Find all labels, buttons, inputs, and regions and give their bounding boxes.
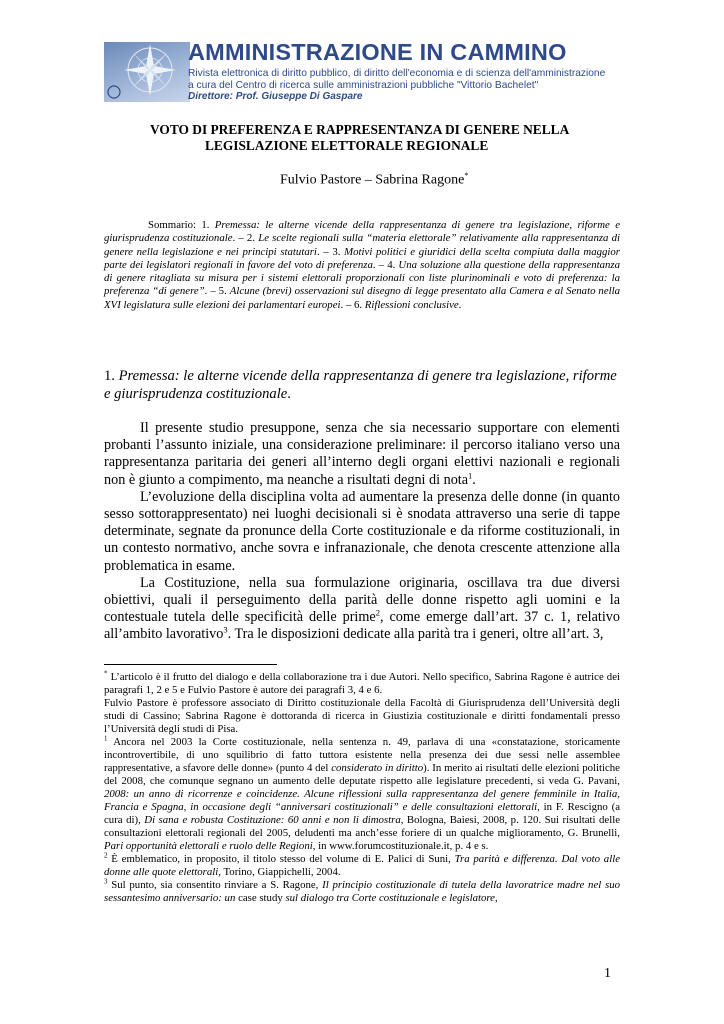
body-paragraph — [104, 489, 620, 575]
text-run: ). In merito ai risultati delle elezioni politiche del 2008, che comunque segnano un aumento delle deputate rispetto alle legislature precedenti, si veda G. Pavani, — [104, 762, 620, 787]
footnote-reference: 3 — [223, 624, 228, 635]
italic-text: 2008: un anno di ricorrenze e coincidenze. Alcune riflessioni sulla rappresentanza del genere femminile in Italia, Francia e Spagna, in occasione degli “anniversari costituzionali” e delle consultazioni elettorali — [104, 788, 620, 813]
italic-text: Alcune (brevi) osservazioni sul disegno di legge presentato alla Camera e al Senato nella XVI legislatura sulle elezioni dei parlamentari europei — [104, 285, 621, 311]
text-run: . Tra le disposizioni dedicate alla parità tra i generi, oltre all’art. 3, — [227, 626, 604, 643]
text-run: Sul punto, sia consentito rinviare a S. Ragone, — [107, 879, 323, 891]
authors-names: Fulvio Pastore – Sabrina Ragone — [280, 172, 465, 188]
text-run: . – 3. — [316, 245, 345, 258]
article-title-line-1: VOTO DI PREFERENZA E RAPPRESENTANZA DI GENERE NELLA — [150, 122, 570, 137]
text-run: Il presente studio presuppone, senza che sia necessario supportare con elementi probanti l’assunto iniziale, una considerazione preliminare: il percorso italiano verso una rappresentanza paritaria dei generi all’interno degli organi elettivi nazionali e regionali non è giunto a compimento, ma neanche a risultati degni di nota — [104, 420, 620, 488]
text-run: , Bologna, Baiesi, 2008, p. 120. Sui risultati delle consultazioni elettorali regionali del 2005, deludenti ma anch’esse foriere di un qualche miglioramento, G. Brunelli, — [104, 814, 620, 839]
footnotes — [104, 671, 620, 905]
italic-text: Di sana e robusta Costituzione: 60 anni e non li dimostra — [144, 814, 401, 826]
text-run: , in www.forumcostituzionale.it, p. 4 e s. — [312, 840, 489, 852]
text-run: , come emerge dall’art. 37 c. 1, relativo all’ambito lavorativo — [104, 609, 620, 643]
section-1-title-end: . — [287, 386, 291, 402]
journal-header-text — [188, 39, 620, 102]
footnote — [104, 736, 620, 853]
article-authors — [280, 171, 468, 189]
text-run: , in F. Rescigno (a cura di), — [104, 801, 620, 826]
footnote — [104, 853, 620, 879]
text-run: L’evoluzione della disciplina volta ad aumentare la presenza delle donne (in quanto sesso sottorappresentato) nei luoghi decisionali si è snodata attraverso una serie di tappe determinate, segnate da pronunce della Corte costituzionale e da riforme costituzionali, in un contesto normativo, anche sovra e infranazionale, che denota crescente attenzione alla problematica in esame. — [104, 488, 620, 574]
footnote-reference: 2 — [104, 851, 108, 860]
body-paragraph — [104, 575, 620, 644]
italic-text: Premessa: le alterne vicende della rappresentanza di genere tra legislazione, riforme e giurisprudenza costituzionale — [104, 219, 620, 245]
text-run: . – 2. — [232, 232, 259, 245]
text-run: case study — [238, 892, 286, 904]
text-run: Sommario: 1. — [148, 219, 215, 231]
footnote-reference: 3 — [104, 877, 108, 886]
text-run: La Costituzione, nella sua formulazione originaria, oscillava tra due diversi obiettivi, quali il perseguimento della parità delle donne rispetto agli uomini e la contestuale tutela delle specificità delle prime — [104, 574, 620, 626]
italic-text: Le scelte regionali sulla “materia elettorale” relativamente alla rappresentanza di genere nella legislazione e nei principi statutari — [104, 232, 621, 258]
text-run: , Torino, Giappichelli, 2004. — [218, 866, 341, 878]
text-run: . – 5. — [204, 285, 230, 298]
footnote — [104, 879, 620, 905]
text-run: . – 6. — [340, 298, 365, 311]
text-run: . — [458, 298, 462, 311]
journal-research-center: a cura del Centro di ricerca sulle amministrazioni pubbliche "Vittorio Bachelet" — [188, 80, 539, 91]
text-run: Ancora nel 2003 la Corte costituzionale, nella sentenza n. 49, parlava di una «constatazione, storicamente incontrovertibile, di uno squilibrio di fatto tuttora esistente nella presenza dei due sessi nelle assemblee rappresentative, a sfavore delle donne» (punto 4 del — [104, 736, 620, 774]
italic-text: Motivi politici e giuridici della scelta compiuta dalla maggior parte dei legislatori regionali in favore del voto di preferenza — [104, 245, 621, 271]
footnote-separator — [104, 664, 277, 665]
italic-text: Il principio costituzionale di tutela della lavoratrice madre nel suo sessantesimo anniversario: un — [104, 879, 620, 904]
page-number: 1 — [604, 966, 611, 981]
section-1-heading — [104, 367, 620, 403]
article-body — [104, 420, 620, 644]
journal-header-banner — [104, 39, 620, 102]
compass-rose-logo-icon — [104, 42, 190, 102]
article-summary — [104, 219, 620, 312]
text-run: Fulvio Pastore è professore associato di Diritto costituzionale della Facoltà di Giurisprudenza dell’Università degli studi di Cassino; Sabrina Ragone è dottoranda di ricerca in Giustizia costituzionale e diritti fondamentali presso l’Università degli studi di Pisa. — [104, 697, 620, 735]
italic-text: Pari opportunità elettorali e ruolo delle Regioni — [104, 840, 313, 852]
journal-director: Direttore: Prof. Giuseppe Di Gaspare — [188, 91, 363, 102]
section-1-title: Premessa: le alterne vicende della rappresentanza di genere tra legislazione, riforme e giurisprudenza costituzionale — [104, 368, 617, 402]
footnote — [104, 671, 620, 697]
article-title-line-2: LEGISLAZIONE ELETTORALE REGIONALE — [205, 138, 489, 153]
section-1-number: 1. — [104, 368, 119, 384]
footnote-reference: 1 — [468, 469, 473, 480]
journal-title: AMMINISTRAZIONE IN CAMMINO — [188, 39, 567, 65]
footnote-reference: * — [104, 669, 108, 678]
body-paragraph — [104, 420, 620, 489]
text-run: È emblematico, in proposito, il titolo stesso del volume di E. Palici di Suni, — [107, 853, 455, 865]
text-run: . – 4. — [372, 258, 399, 271]
footnote — [104, 697, 620, 736]
italic-text: Tra parità e differenza. Dal voto alle donne alle quote elettorali — [104, 853, 620, 878]
italic-text: considerato in diritto — [331, 762, 424, 774]
footnote-reference: 2 — [375, 607, 380, 618]
article-title — [150, 122, 610, 154]
italic-text: Riflessioni conclusive — [364, 298, 459, 311]
journal-subtitle: Rivista elettronica di diritto pubblico, di diritto dell'economia e di scienza dell'amministrazione — [188, 68, 606, 79]
text-run: L’articolo è il frutto del dialogo e della collaborazione tra i due Autori. Nello specifico, Sabrina Ragone è autrice dei paragrafi 1, 2 e 5 e Fulvio Pastore è autore dei paragrafi 3, 4 e 6. — [104, 671, 620, 696]
authors-footnote-mark: * — [464, 171, 469, 180]
text-run: , — [494, 892, 498, 904]
footnote-reference: 1 — [104, 734, 108, 743]
text-run: . — [472, 471, 476, 488]
italic-text: sul dialogo tra Corte costituzionale e legislatore — [285, 892, 495, 904]
italic-text: Una soluzione alla questione della rappresentanza di genere ritagliata su misura per i sistemi elettorali proporzionali con liste plurinominali e voto di preferenza: la preferenza “di genere” — [104, 258, 620, 298]
